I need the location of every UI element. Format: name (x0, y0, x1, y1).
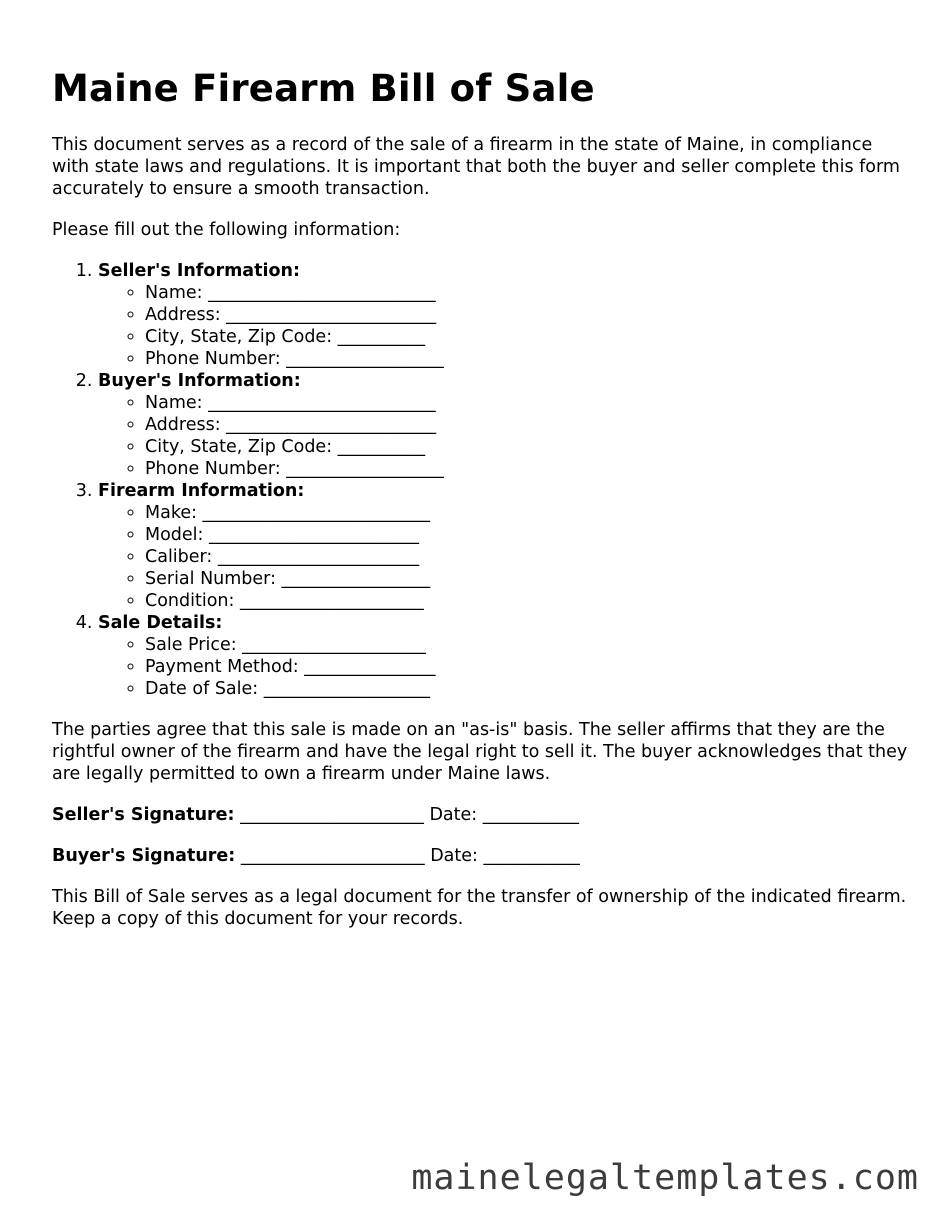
buyer-signature-line (52, 845, 912, 867)
section-title: Seller's Information: (98, 261, 300, 281)
field-date-of-sale: ◦ Date of Sale: ___________________ (145, 678, 912, 700)
document-title: Maine Firearm Bill of Sale (52, 67, 595, 110)
sections-list (52, 260, 912, 700)
field-buyer-phone: ◦ Phone Number: __________________ (145, 458, 912, 480)
closing-paragraph: This Bill of Sale serves as a legal document for the transfer of ownership of the indicated firearm. Keep a copy of this document for your records. (52, 887, 907, 929)
field-list (98, 634, 912, 700)
field-buyer-name: ◦ Name: __________________________ (145, 392, 912, 414)
field-list (98, 392, 912, 480)
section-buyer (98, 370, 912, 480)
buyer-signature-blanks: _____________________ Date: ___________ (240, 846, 580, 866)
seller-signature-label: Seller's Signature: (52, 805, 235, 825)
section-seller (98, 260, 912, 370)
field-firearm-condition: ◦ Condition: _____________________ (145, 590, 912, 612)
seller-signature-line (52, 804, 912, 826)
section-sale-details (98, 612, 912, 700)
instruction-text: Please fill out the following information: (52, 220, 401, 240)
field-firearm-make: ◦ Make: __________________________ (145, 502, 912, 524)
document-page (52, 64, 912, 949)
field-seller-name: ◦ Name: __________________________ (145, 282, 912, 304)
field-seller-address: ◦ Address: ________________________ (145, 304, 912, 326)
field-sale-price: ◦ Sale Price: _____________________ (145, 634, 912, 656)
field-seller-phone: ◦ Phone Number: __________________ (145, 348, 912, 370)
footer-website: mainelegaltemplates.com (411, 1158, 919, 1198)
agreement-paragraph: The parties agree that this sale is made on an "as-is" basis. The seller affirms that they are the rightful owner of the firearm and have the legal right to sell it. The buyer acknowledges that they are legally permitted to own a firearm under Maine laws. (52, 720, 908, 784)
field-list (98, 282, 912, 370)
section-title: Firearm Information: (98, 481, 305, 501)
intro-paragraph: This document serves as a record of the sale of a firearm in the state of Maine, in compliance with state laws and regulations. It is important that both the buyer and seller complete this form accurately to ensure a smooth transaction. (52, 135, 900, 199)
section-title: Sale Details: (98, 613, 223, 633)
seller-signature-blanks: _____________________ Date: ___________ (240, 805, 579, 825)
section-firearm (98, 480, 912, 612)
field-seller-city-state-zip: ◦ City, State, Zip Code: __________ (145, 326, 912, 348)
field-firearm-model: ◦ Model: ________________________ (145, 524, 912, 546)
field-buyer-address: ◦ Address: ________________________ (145, 414, 912, 436)
field-buyer-city-state-zip: ◦ City, State, Zip Code: __________ (145, 436, 912, 458)
field-payment-method: ◦ Payment Method: _______________ (145, 656, 912, 678)
field-firearm-serial: ◦ Serial Number: _________________ (145, 568, 912, 590)
field-list (98, 502, 912, 612)
section-title: Buyer's Information: (98, 371, 301, 391)
field-firearm-caliber: ◦ Caliber: _______________________ (145, 546, 912, 568)
buyer-signature-label: Buyer's Signature: (52, 846, 236, 866)
